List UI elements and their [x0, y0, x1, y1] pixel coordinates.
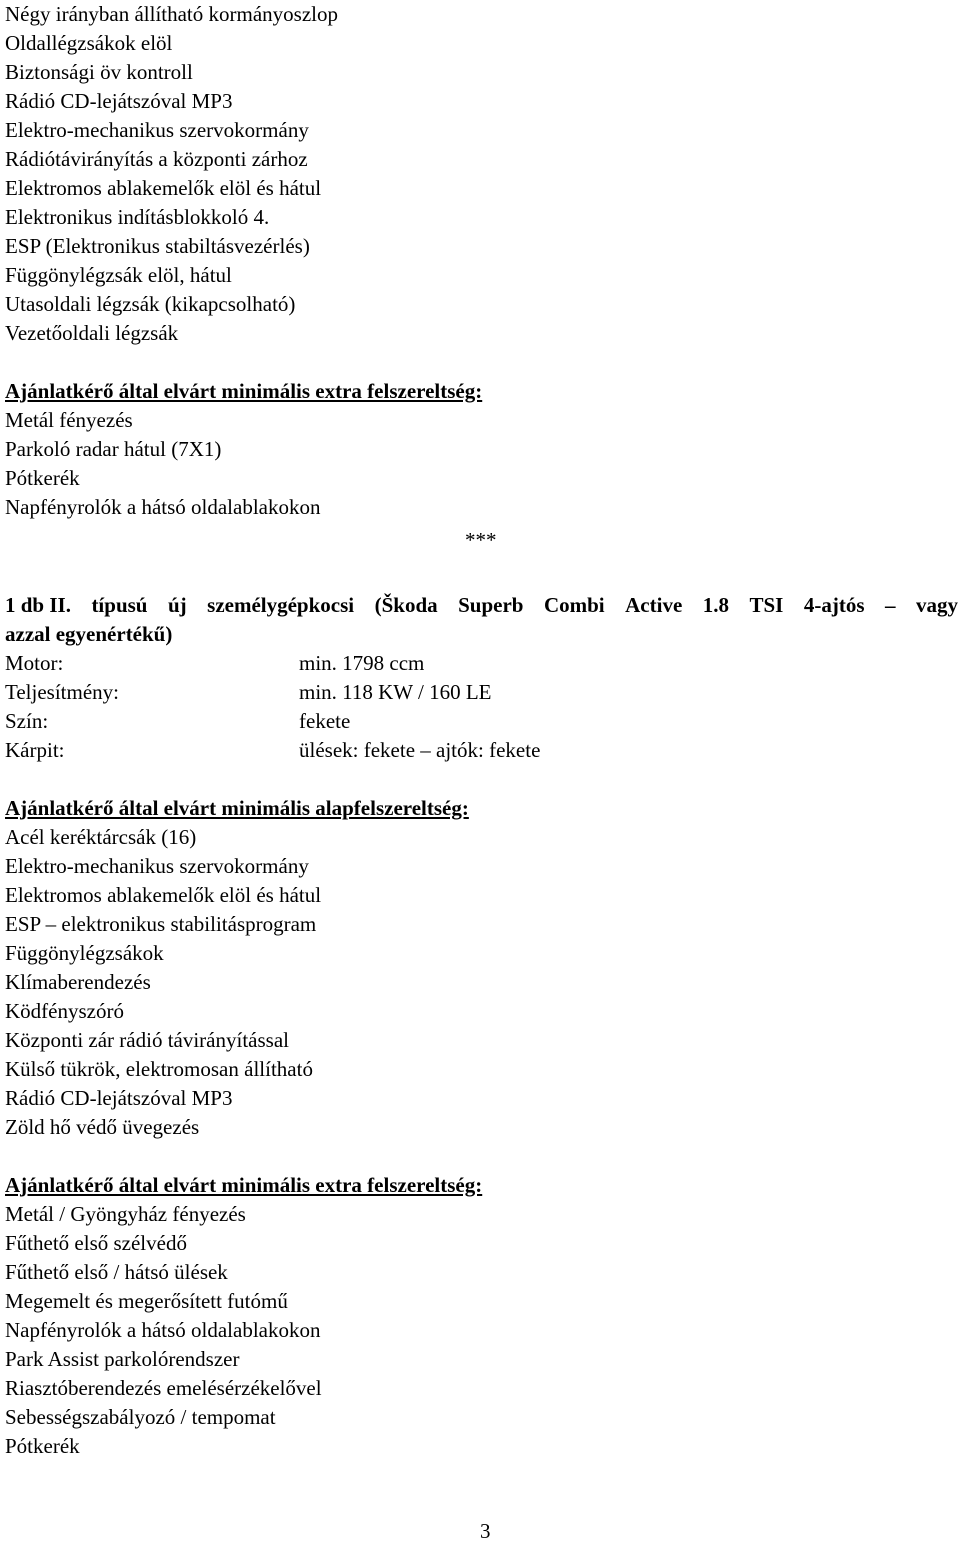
list-item: Elektro-mechanikus szervokormány	[5, 118, 309, 142]
list-item: Elektromos ablakemelők elöl és hátul	[5, 176, 322, 200]
list-item: Elektromos ablakemelők elöl és hátul	[5, 883, 322, 907]
extra-equipment-list-1	[5, 406, 955, 522]
title-word: személygépkocsi	[207, 593, 355, 617]
title-word: vagy	[915, 593, 958, 617]
list-item: Biztonsági öv kontroll	[5, 60, 193, 84]
list-item: Oldallégzsákok elöl	[5, 31, 173, 55]
equipment-block-2	[5, 794, 482, 1461]
list-item: Pótkerék	[5, 466, 80, 490]
title-word: 4-ajtós	[803, 593, 865, 617]
list-item: Ködfényszóró	[5, 999, 124, 1023]
title-word: Combi	[543, 593, 605, 617]
title-word: TSI	[749, 593, 784, 617]
list-item: Központi zár rádió távirányítással	[5, 1028, 289, 1052]
list-item: Parkoló radar hátul (7X1)	[5, 437, 222, 461]
list-item: Zöld hő védő üvegezés	[5, 1115, 200, 1139]
list-item: Fűthető első szélvédő	[5, 1231, 187, 1255]
title-word: típusú	[91, 593, 148, 617]
list-item: ESP – elektronikus stabilitásprogram	[5, 912, 317, 936]
list-item: Napfényrolók a hátsó oldalablakokon	[5, 495, 321, 519]
title-word: 1.8	[702, 593, 730, 617]
spec-value: min. 118 KW / 160 LE	[299, 680, 492, 704]
list-item: Metál fényezés	[5, 408, 133, 432]
document-page	[5, 0, 958, 1543]
base-equipment-heading: Ajánlatkérő által elvárt minimális alapfelszereltség:	[5, 796, 469, 820]
extra-equipment-heading: Ajánlatkérő által elvárt minimális extra felszereltség:	[5, 379, 483, 403]
extra-equipment-heading-2: Ajánlatkérő által elvárt minimális extra felszereltség:	[5, 1173, 483, 1197]
list-item: Fűthető első / hátsó ülések	[5, 1260, 228, 1284]
spec-value: ülések: fekete – ajtók: fekete	[299, 738, 541, 762]
spec-label: Kárpit:	[5, 738, 65, 762]
list-item: Park Assist parkolórendszer	[5, 1347, 240, 1371]
list-item: Sebességszabályozó / tempomat	[5, 1405, 276, 1429]
list-item: Rádió CD-lejátszóval MP3	[5, 1086, 233, 1110]
title-word: Superb	[458, 593, 524, 617]
list-item: Vezetőoldali légzsák	[5, 321, 179, 345]
list-item: Napfényrolók a hátsó oldalablakokon	[5, 1318, 321, 1342]
list-item: Elektronikus indításblokkoló 4.	[5, 205, 270, 229]
list-item: Elektro-mechanikus szervokormány	[5, 854, 309, 878]
title-word: (Škoda	[374, 593, 438, 617]
list-item: Külső tükrök, elektromosan állítható	[5, 1057, 313, 1081]
list-item: Függönylégzsákok	[5, 941, 164, 965]
spec-value: fekete	[299, 709, 351, 733]
list-item: Függönylégzsák elöl, hátul	[5, 263, 232, 287]
list-item: Megemelt és megerősített futómű	[5, 1289, 288, 1313]
list-item: Pótkerék	[5, 1434, 80, 1458]
vehicle-title	[5, 591, 958, 649]
spec-label: Motor:	[5, 651, 64, 675]
title-word: –	[884, 593, 896, 617]
equipment-list-1	[5, 0, 955, 348]
spec-value: min. 1798 ccm	[299, 651, 425, 675]
list-item: Négy irányban állítható kormányoszlop	[5, 2, 338, 26]
list-item: Acél keréktárcsák (16)	[5, 825, 197, 849]
list-item: Utasoldali légzsák (kikapcsolható)	[5, 292, 296, 316]
page-number: 3	[480, 1519, 491, 1543]
list-item: Metál / Gyöngyház fényezés	[5, 1202, 246, 1226]
title-word: új	[167, 593, 187, 617]
list-item: ESP (Elektronikus stabiltásvezérlés)	[5, 234, 310, 258]
title-word: 1 db II.	[5, 593, 71, 617]
list-item: Rádiótávirányítás a központi zárhoz	[5, 147, 308, 171]
list-item: Riasztóberendezés emelésérzékelővel	[5, 1376, 322, 1400]
title-word: Active	[625, 593, 683, 617]
list-item: Klímaberendezés	[5, 970, 151, 994]
spec-label: Teljesítmény:	[5, 680, 120, 704]
section-separator: ***	[465, 528, 497, 552]
title-line-2: azzal egyenértékű)	[5, 622, 173, 646]
spec-label: Szín:	[5, 709, 49, 733]
list-item: Rádió CD-lejátszóval MP3	[5, 89, 233, 113]
